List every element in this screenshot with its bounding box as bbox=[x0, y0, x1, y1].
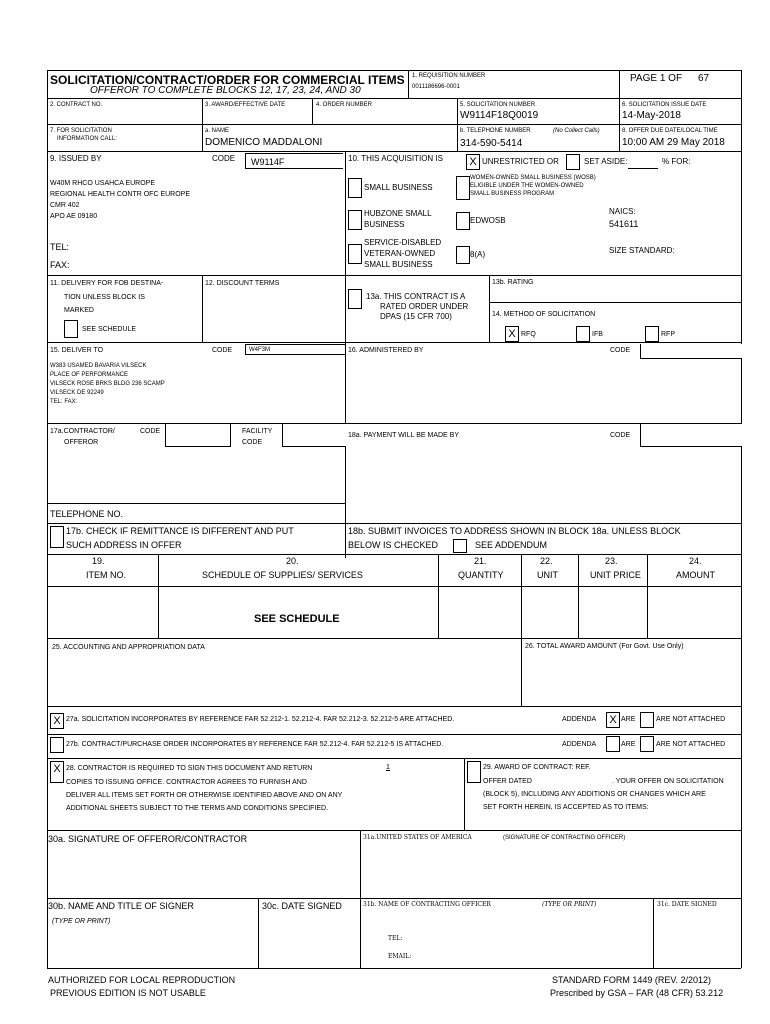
col-amount-label: AMOUNT bbox=[676, 570, 715, 580]
contractor-code-field[interactable] bbox=[165, 424, 231, 447]
edwosb-label: EDWOSB bbox=[470, 216, 506, 225]
rated-order-label-3: DPAS (15 CFR 700) bbox=[380, 312, 452, 321]
wosb-checkbox[interactable] bbox=[456, 176, 470, 200]
issued-by-fax-label: FAX: bbox=[50, 260, 70, 270]
27a-addenda-label: ADDENDA bbox=[562, 716, 597, 723]
wosb-label-3: SMALL BUSINESS PROGRAM bbox=[470, 191, 555, 197]
sdvosb-label-3: SMALL BUSINESS bbox=[364, 260, 433, 269]
form-title: SOLICITATION/CONTRACT/ORDER FOR COMMERCIAL ITEMS bbox=[50, 73, 405, 87]
delivery-label-3: MARKED bbox=[64, 307, 94, 314]
issued-by-address-2: REGIONAL HEALTH CONTR OFC EUROPE bbox=[50, 191, 191, 198]
telephone-label: TELEPHONE NO. bbox=[50, 509, 124, 519]
page-label: PAGE 1 OF bbox=[630, 73, 683, 84]
officer-tel-label: TEL: bbox=[388, 935, 403, 942]
29-text-2: . YOUR OFFER ON SOLICITATION bbox=[612, 778, 724, 785]
remittance-label-1: 17b. CHECK IF REMITTANCE IS DIFFERENT AND PUT bbox=[66, 526, 294, 536]
solicitation-number-value[interactable]: W9114F18Q0019 bbox=[460, 110, 539, 121]
officer-name-label: 31b. NAME OF CONTRACTING OFFICER bbox=[363, 901, 491, 908]
small-business-checkbox[interactable] bbox=[348, 178, 362, 198]
issued-by-code-field[interactable]: W9114F bbox=[245, 153, 343, 169]
29-text-3: (BLOCK 5), INCLUDING ANY ADDITIONS OR CHANGES WHICH ARE bbox=[483, 791, 706, 798]
28-text-1: 28. CONTRACTOR IS REQUIRED TO SIGN THIS DOCUMENT AND RETURN bbox=[66, 765, 313, 772]
size-standard-label: SIZE STANDARD: bbox=[609, 246, 675, 255]
administered-code-field[interactable] bbox=[640, 344, 742, 359]
27a-are-not-checkbox[interactable] bbox=[640, 712, 654, 728]
wosb-label-1: WOMEN-OWNED SMALL BUSINESS (WOSB) bbox=[470, 175, 596, 181]
27b-are-checkbox[interactable] bbox=[606, 736, 620, 752]
footer-prescribed-by: Prescribed by GSA – FAR (48 CFR) 53.212 bbox=[550, 988, 724, 998]
deliver-to-code-label: CODE bbox=[212, 347, 233, 354]
info-call-label-2: INFORMATION CALL: bbox=[57, 136, 117, 142]
col-item-no-label: ITEM NO. bbox=[86, 570, 126, 580]
col-amount-num: 24. bbox=[689, 556, 702, 566]
officer-type-print: (TYPE OR PRINT) bbox=[542, 901, 597, 908]
order-number-label: 4. ORDER NUMBER bbox=[316, 102, 373, 108]
facility-code-field[interactable] bbox=[282, 424, 346, 447]
method-label: 14. METHOD OF SOLICITATION bbox=[492, 311, 596, 318]
contractor-code-label: CODE bbox=[140, 428, 161, 435]
total-award-label: 26. TOTAL AWARD AMOUNT (For Govt. Use Only) bbox=[525, 643, 684, 650]
hubzone-checkbox[interactable] bbox=[348, 210, 362, 230]
delivery-label-2: TION UNLESS BLOCK IS bbox=[64, 294, 145, 301]
29-checkbox[interactable] bbox=[467, 761, 481, 783]
payment-by-label: 18a. PAYMENT WILL BE MADE BY bbox=[348, 432, 459, 439]
officer-email-label: EMAIL: bbox=[388, 953, 412, 960]
invoice-label-1: 18b. SUBMIT INVOICES TO ADDRESS SHOWN IN BLOCK 18a. UNLESS BLOCK bbox=[348, 526, 681, 536]
footer-authorized: AUTHORIZED FOR LOCAL REPRODUCTION bbox=[48, 975, 236, 985]
col-schedule-label: SCHEDULE OF SUPPLIES/ SERVICES bbox=[202, 570, 363, 580]
issued-by-address-3: CMR 402 bbox=[50, 202, 80, 209]
28-text-4: ADDITIONAL SHEETS SUBJECT TO THE TERMS AND CONDITIONS SPECIFIED. bbox=[66, 805, 329, 812]
accounting-label: 25. ACCOUNTING AND APPROPRIATION DATA bbox=[52, 644, 205, 651]
officer-date-label: 31c. DATE SIGNED bbox=[657, 901, 717, 908]
rated-order-label-2: RATED ORDER UNDER bbox=[380, 302, 469, 311]
administered-code-label: CODE bbox=[610, 347, 631, 354]
issued-by-address-4: APO AE 09180 bbox=[50, 213, 98, 220]
29-text-1: 29. AWARD OF CONTRACT: REF. bbox=[483, 764, 591, 771]
rated-order-checkbox[interactable] bbox=[348, 289, 362, 309]
sdvosb-label-1: SERVICE-DISABLED bbox=[364, 238, 442, 247]
rating-label: 13b. RATING bbox=[492, 279, 534, 286]
contract-no-label: 2. CONTRACT NO. bbox=[50, 102, 103, 108]
award-date-label: 3. AWARD/EFFECTIVE DATE bbox=[205, 102, 286, 108]
contractor-label-2: OFFEROR bbox=[64, 439, 99, 446]
see-schedule-text: SEE SCHEDULE bbox=[254, 613, 340, 625]
remittance-label-2: SUCH ADDRESS IN OFFER bbox=[66, 540, 182, 550]
solicitation-number-label: 5. SOLICITATION NUMBER bbox=[460, 102, 536, 108]
col-quantity-label: QUANTITY bbox=[458, 570, 504, 580]
discount-terms-label: 12. DISCOUNT TERMS bbox=[205, 280, 280, 287]
form-subtitle: OFFEROR TO COMPLETE BLOCKS 12, 17, 23, 24, AND 30 bbox=[90, 85, 361, 96]
hubzone-label-2: BUSINESS bbox=[364, 220, 405, 229]
facility-label-1: FACILITY bbox=[242, 428, 273, 435]
see-schedule-checkbox[interactable] bbox=[64, 320, 78, 338]
28-copies-value[interactable]: 1 bbox=[386, 764, 390, 771]
offeror-signature-label: 30a. SIGNATURE OF OFFEROR/CONTRACTOR bbox=[48, 834, 248, 844]
administered-by-label: 16. ADMINISTERED BY bbox=[348, 347, 424, 354]
percent-for-label: % FOR: bbox=[662, 157, 691, 166]
28-text-2: COPIES TO ISSUING OFFICE. CONTRACTOR AGREES TO FURNISH AND bbox=[66, 779, 307, 786]
naics-label: NAICS: bbox=[609, 207, 636, 216]
see-addendum-label: SEE ADDENDUM bbox=[475, 540, 548, 550]
col-unit-price-num: 23. bbox=[605, 556, 618, 566]
27b-checkbox[interactable] bbox=[50, 737, 64, 753]
col-unit-num: 22. bbox=[540, 556, 553, 566]
rfp-label: RFP bbox=[661, 331, 675, 338]
see-addendum-checkbox[interactable] bbox=[453, 539, 467, 553]
col-unit-label: UNIT bbox=[537, 570, 558, 580]
officer-signature-label: (SIGNATURE OF CONTRACTING OFFICER) bbox=[503, 835, 626, 841]
rated-order-label-1: 13a. THIS CONTRACT IS A bbox=[366, 292, 466, 301]
deliver-to-address-3: VILSECK ROSE BRKS BLDG 236 SCAMP bbox=[50, 381, 165, 387]
edwosb-checkbox[interactable] bbox=[456, 212, 470, 230]
set-aside-label: SET ASIDE: bbox=[584, 157, 628, 166]
27a-checkbox[interactable]: X bbox=[50, 713, 64, 729]
requisition-label: 1. REQUISITION NUMBER bbox=[412, 73, 486, 79]
footer-form-number: STANDARD FORM 1449 (REV. 2/2012) bbox=[552, 975, 712, 985]
eight-a-label: 8(A) bbox=[470, 250, 486, 259]
ifb-label: IFB bbox=[592, 331, 603, 338]
deliver-to-address-2: PLACE OF PERFORMANCE bbox=[50, 372, 129, 378]
unrestricted-checkbox[interactable]: X bbox=[466, 154, 480, 170]
deliver-to-tel-fax: TEL: FAX: bbox=[50, 399, 78, 405]
name-label: a. NAME bbox=[205, 128, 230, 134]
deliver-to-label: 15. DELIVER TO bbox=[50, 347, 104, 354]
27a-are-label: ARE bbox=[621, 716, 636, 723]
27b-are-label: ARE bbox=[621, 741, 636, 748]
date-signed-label: 30c. DATE SIGNED bbox=[262, 901, 342, 911]
payment-code-field[interactable] bbox=[640, 424, 742, 447]
27b-addenda-label: ADDENDA bbox=[562, 741, 597, 748]
col-unit-price-label: UNIT PRICE bbox=[590, 570, 641, 580]
deliver-to-code-field[interactable]: W4F3M bbox=[245, 344, 345, 355]
phone-label: b. TELEPHONE NUMBER bbox=[460, 128, 531, 134]
footer-previous-edition: PREVIOUS EDITION IS NOT USABLE bbox=[50, 988, 206, 998]
eight-a-checkbox[interactable] bbox=[456, 246, 470, 264]
naics-value[interactable]: 541611 bbox=[609, 219, 639, 229]
wosb-label-2: ELIGIBLE UNDER THE WOMEN-OWNED bbox=[470, 183, 584, 189]
issued-by-tel-label: TEL: bbox=[50, 242, 70, 252]
page-total: 67 bbox=[698, 73, 710, 84]
contractor-label-1: 17a.CONTRACTOR/ bbox=[50, 428, 115, 435]
27a-are-checkbox[interactable]: X bbox=[606, 712, 620, 728]
28-checkbox[interactable]: X bbox=[50, 761, 64, 783]
requisition-value: 0011186696-0001 bbox=[412, 84, 460, 90]
29-offer-dated: OFFER DATED bbox=[483, 778, 532, 785]
27a-text: 27a. SOLICITATION INCORPORATES BY REFERENCE FAR 52.212-1. 52.212-4. FAR 52.212-3. 52.212-5 ARE ATTACHED. bbox=[66, 716, 455, 723]
rfp-checkbox[interactable] bbox=[645, 326, 659, 342]
offer-due-value[interactable]: 10:00 AM 29 May 2018 bbox=[622, 137, 725, 148]
acquisition-label: 10. THIS ACQUISITION IS bbox=[348, 154, 443, 163]
invoice-label-2: BELOW IS CHECKED bbox=[348, 540, 439, 550]
issue-date-label: 6. SOLICITATION ISSUE DATE bbox=[622, 102, 707, 108]
issued-by-address-1: W40M RHCO USAHCA EUROPE bbox=[50, 180, 156, 187]
set-aside-checkbox[interactable] bbox=[566, 154, 580, 170]
info-call-label: 7. FOR SOLICITATION bbox=[50, 128, 112, 134]
sdvosb-checkbox[interactable] bbox=[348, 244, 362, 264]
27b-text: 27b. CONTRACT/PURCHASE ORDER INCORPORATES BY REFERENCE FAR 52.212-4. FAR 52.212-5 IS ATTACHED. bbox=[66, 741, 444, 748]
29-text-4: SET FORTH HEREIN, IS ACCEPTED AS TO ITEMS: bbox=[483, 804, 649, 811]
deliver-to-address-1: W383 USAMED BAVARIA VILSECK bbox=[50, 363, 147, 369]
payment-code-label: CODE bbox=[610, 432, 631, 439]
signer-name-title-label: 30b. NAME AND TITLE OF SIGNER bbox=[48, 901, 194, 911]
ifb-checkbox[interactable] bbox=[576, 326, 590, 342]
27a-are-not-label: ARE NOT ATTACHED bbox=[656, 716, 726, 723]
small-business-label: SMALL BUSINESS bbox=[364, 183, 433, 192]
phone-note: (No Collect Calls) bbox=[553, 128, 600, 134]
offer-due-label: 8. OFFER DUE DATE/LOCAL TIME bbox=[622, 128, 718, 134]
col-quantity-num: 21. bbox=[474, 556, 487, 566]
col-schedule-num: 20. bbox=[286, 556, 299, 566]
usa-label: 31a.UNITED STATES OF AMERICA bbox=[363, 834, 472, 841]
unrestricted-label: UNRESTRICTED OR bbox=[482, 157, 559, 166]
28-text-3: DELIVER ALL ITEMS SET FORTH OR OTHERWISE IDENTIFIED ABOVE AND ON ANY bbox=[66, 792, 343, 799]
issue-date-value[interactable]: 14-May-2018 bbox=[622, 110, 681, 121]
delivery-label-1: 11. DELIVERY FOR FOB DESTINA- bbox=[50, 280, 164, 287]
facility-label-2: CODE bbox=[242, 439, 263, 446]
27b-are-not-label: ARE NOT ATTACHED bbox=[656, 741, 726, 748]
col-item-no-num: 19. bbox=[92, 556, 105, 566]
sdvosb-label-2: VETERAN-OWNED bbox=[364, 249, 436, 258]
name-value[interactable]: DOMENICO MADDALONI bbox=[205, 137, 323, 148]
signer-type-print: (TYPE OR PRINT) bbox=[52, 918, 111, 925]
issued-by-label: 9. ISSUED BY bbox=[50, 154, 102, 163]
27b-are-not-checkbox[interactable] bbox=[640, 736, 654, 752]
rfq-checkbox[interactable]: X bbox=[505, 326, 519, 342]
phone-value[interactable]: 314-590-5414 bbox=[460, 138, 523, 149]
remittance-checkbox[interactable] bbox=[50, 526, 64, 548]
rfq-label: RFQ bbox=[521, 331, 536, 338]
see-schedule-label: SEE SCHEDULE bbox=[82, 326, 137, 333]
deliver-to-address-4: VILSECK DE 92249 bbox=[50, 390, 104, 396]
hubzone-label-1: HUBZONE SMALL bbox=[364, 209, 432, 218]
issued-by-code-label: CODE bbox=[212, 154, 236, 163]
